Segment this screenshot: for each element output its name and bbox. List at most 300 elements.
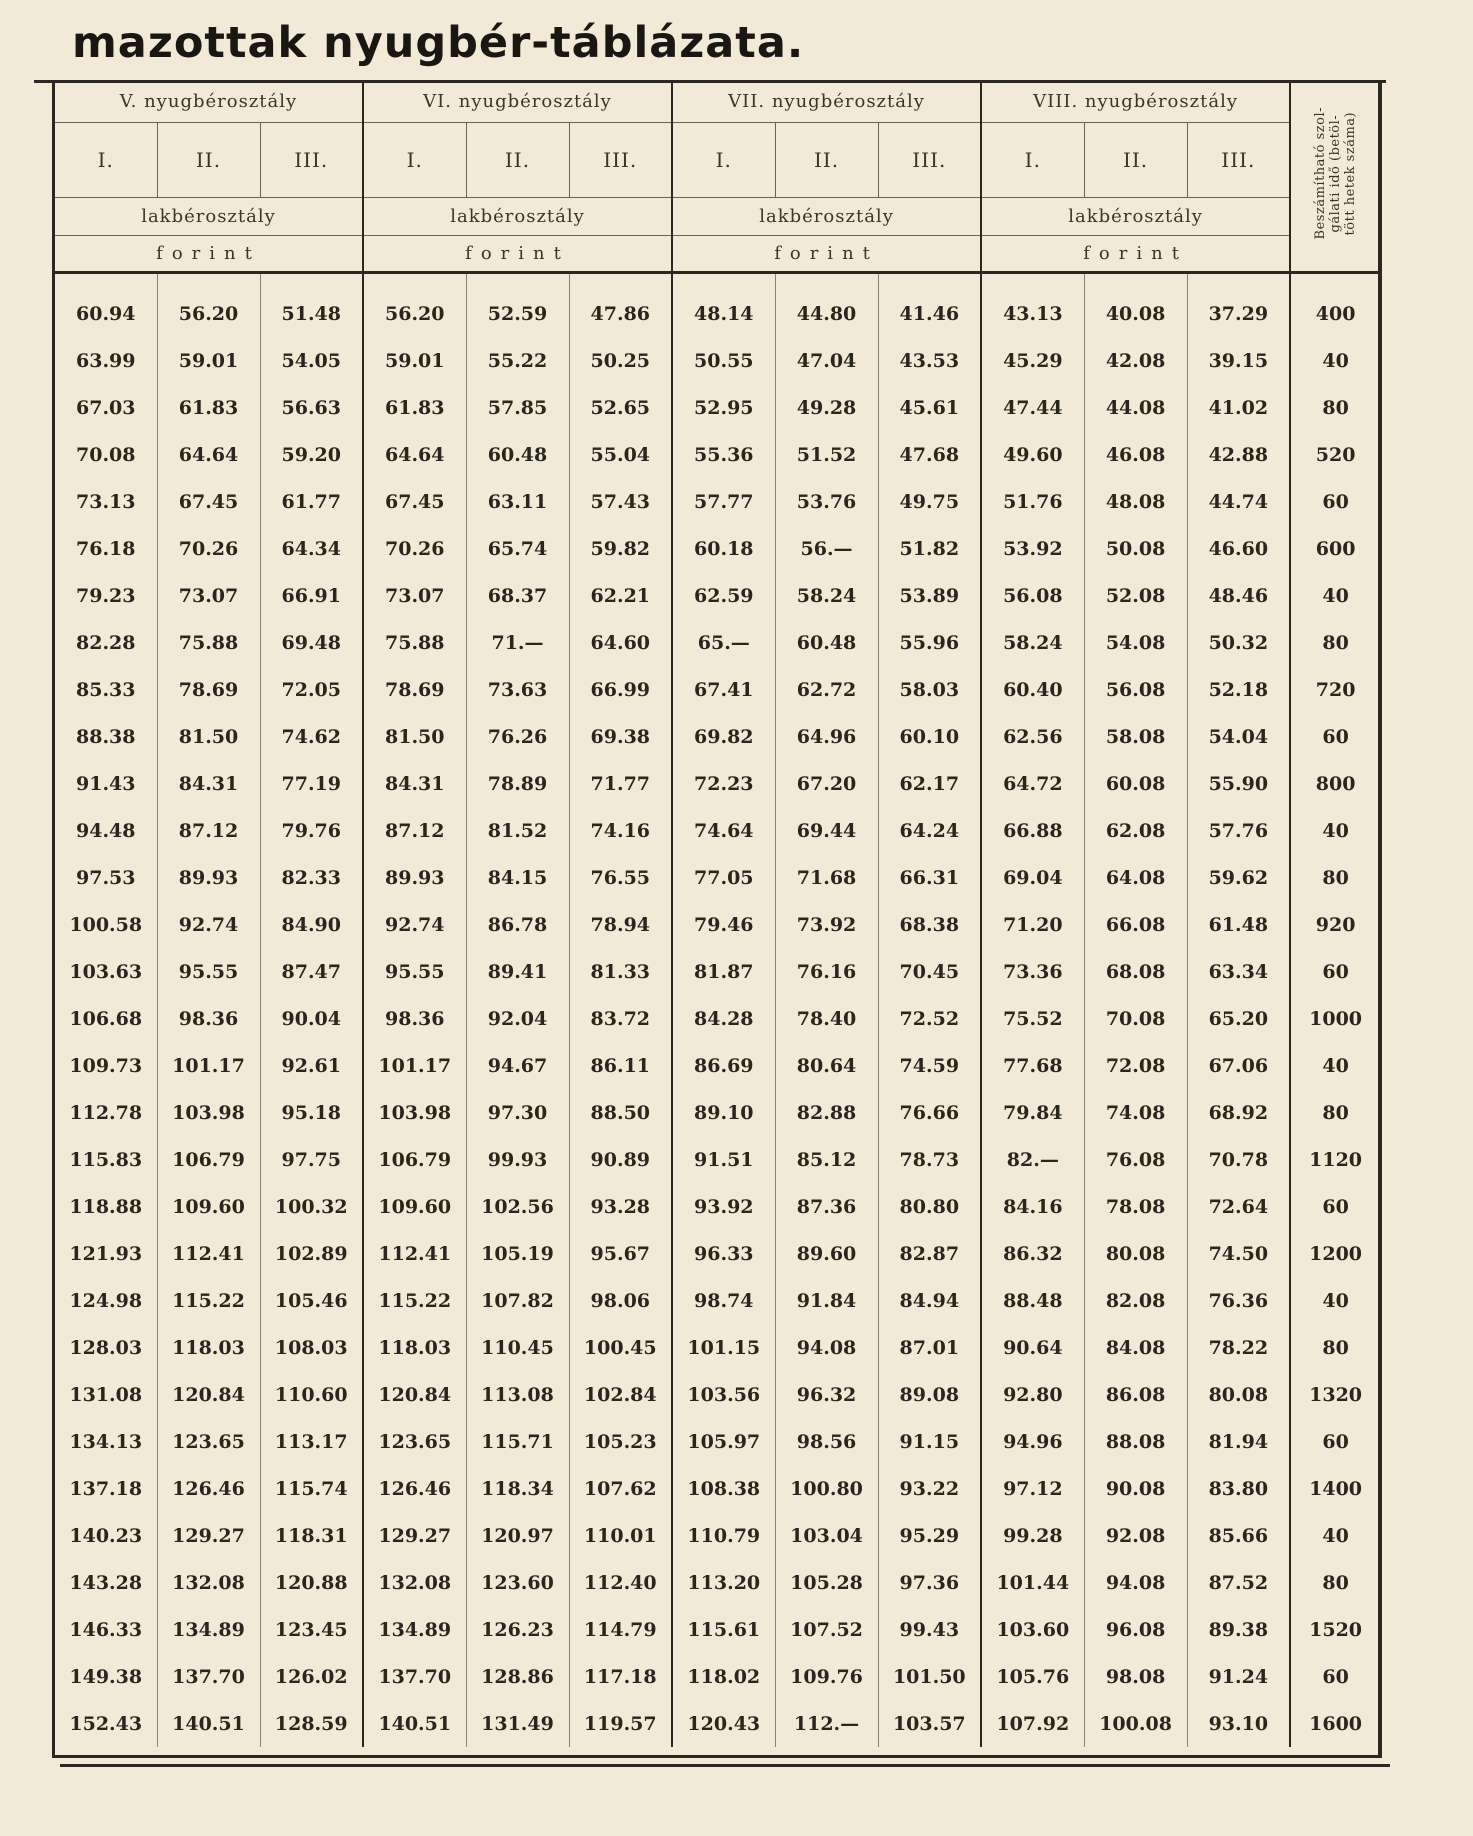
pension-value-cell: 86.08 — [1084, 1371, 1187, 1418]
pension-value-cell: 112.41 — [157, 1230, 260, 1277]
pension-value-cell: 69.48 — [260, 619, 363, 666]
service-weeks-cell: 60 — [1290, 478, 1380, 525]
pension-value-cell: 51.82 — [878, 525, 981, 572]
pension-value-cell: 46.08 — [1084, 431, 1187, 478]
pension-value-cell: 40.08 — [1084, 273, 1187, 338]
pension-value-cell: 77.68 — [981, 1042, 1084, 1089]
pension-value-cell: 70.45 — [878, 948, 981, 995]
class-header: I. — [363, 123, 466, 198]
pension-value-cell: 65.20 — [1187, 995, 1290, 1042]
pension-value-cell: 47.86 — [569, 273, 672, 338]
pension-value-cell: 110.45 — [466, 1324, 569, 1371]
currency-label: forint — [672, 236, 981, 273]
pension-value-cell: 54.05 — [260, 337, 363, 384]
currency-label: forint — [363, 236, 672, 273]
service-weeks-cell: 400 — [1290, 273, 1380, 338]
table-row — [55, 948, 1380, 995]
pension-value-cell: 134.89 — [157, 1606, 260, 1653]
pension-value-cell: 86.69 — [672, 1042, 775, 1089]
service-weeks-cell: 80 — [1290, 384, 1380, 431]
pension-value-cell: 79.76 — [260, 807, 363, 854]
pension-value-cell: 128.59 — [260, 1700, 363, 1747]
pension-value-cell: 69.82 — [672, 713, 775, 760]
pension-value-cell: 92.61 — [260, 1042, 363, 1089]
pension-value-cell: 76.66 — [878, 1089, 981, 1136]
pension-value-cell: 41.02 — [1187, 384, 1290, 431]
pension-value-cell: 78.22 — [1187, 1324, 1290, 1371]
pension-value-cell: 100.08 — [1084, 1700, 1187, 1747]
table-row — [55, 713, 1380, 760]
pension-value-cell: 132.08 — [157, 1559, 260, 1606]
service-weeks-cell: 800 — [1290, 760, 1380, 807]
pension-value-cell: 59.82 — [569, 525, 672, 572]
table-row — [55, 1465, 1380, 1512]
pension-value-cell: 66.08 — [1084, 901, 1187, 948]
pension-value-cell: 62.17 — [878, 760, 981, 807]
pension-value-cell: 134.89 — [363, 1606, 466, 1653]
service-weeks-cell: 60 — [1290, 1418, 1380, 1465]
pension-value-cell: 98.36 — [157, 995, 260, 1042]
pension-value-cell: 129.27 — [363, 1512, 466, 1559]
pension-value-cell: 89.93 — [363, 854, 466, 901]
pension-value-cell: 45.29 — [981, 337, 1084, 384]
pension-value-cell: 50.08 — [1084, 525, 1187, 572]
pension-value-cell: 69.44 — [775, 807, 878, 854]
table-row — [55, 995, 1380, 1042]
rent-class-label: lakbérosztály — [363, 198, 672, 236]
currency-label: forint — [55, 236, 363, 273]
table-row — [55, 384, 1380, 431]
pension-value-cell: 112.41 — [363, 1230, 466, 1277]
pension-value-cell: 68.92 — [1187, 1089, 1290, 1136]
class-header: I. — [981, 123, 1084, 198]
pension-value-cell: 120.84 — [363, 1371, 466, 1418]
pension-value-cell: 118.31 — [260, 1512, 363, 1559]
pension-value-cell: 76.08 — [1084, 1136, 1187, 1183]
pension-value-cell: 57.77 — [672, 478, 775, 525]
pension-value-cell: 70.26 — [363, 525, 466, 572]
pension-value-cell: 93.22 — [878, 1465, 981, 1512]
pension-value-cell: 64.24 — [878, 807, 981, 854]
pension-value-cell: 109.60 — [157, 1183, 260, 1230]
pension-value-cell: 105.76 — [981, 1653, 1084, 1700]
pension-value-cell: 68.08 — [1084, 948, 1187, 995]
pension-value-cell: 123.65 — [363, 1418, 466, 1465]
pension-value-cell: 84.94 — [878, 1277, 981, 1324]
pension-value-cell: 103.98 — [157, 1089, 260, 1136]
pension-value-cell: 92.08 — [1084, 1512, 1187, 1559]
currency-label: forint — [981, 236, 1290, 273]
pension-value-cell: 79.46 — [672, 901, 775, 948]
pension-value-cell: 56.08 — [981, 572, 1084, 619]
pension-value-cell: 115.83 — [69, 1148, 143, 1171]
pension-value-cell: 84.31 — [363, 760, 466, 807]
pension-value-cell: 81.52 — [466, 807, 569, 854]
pension-value-cell: 105.19 — [466, 1230, 569, 1277]
table-row — [55, 854, 1380, 901]
pension-value-cell: 84.31 — [157, 760, 260, 807]
pension-value-cell: 73.92 — [775, 901, 878, 948]
pension-value-cell: 82.08 — [1084, 1277, 1187, 1324]
pension-value-cell: 75.88 — [157, 619, 260, 666]
bottom-rule — [60, 1764, 1390, 1767]
pension-value-cell: 143.28 — [69, 1571, 143, 1594]
pension-value-cell: 115.22 — [157, 1277, 260, 1324]
pension-value-cell: 73.07 — [157, 572, 260, 619]
pension-value-cell: 114.79 — [569, 1606, 672, 1653]
pension-value-cell: 126.02 — [260, 1653, 363, 1700]
pension-value-cell: 56.20 — [363, 273, 466, 338]
pension-value-cell: 82.— — [981, 1136, 1084, 1183]
pension-value-cell: 49.75 — [878, 478, 981, 525]
pension-value-cell: 64.72 — [981, 760, 1084, 807]
pension-value-cell: 42.88 — [1187, 431, 1290, 478]
pension-value-cell: 96.33 — [672, 1230, 775, 1277]
pension-value-cell: 66.91 — [260, 572, 363, 619]
pension-value-cell: 64.60 — [569, 619, 672, 666]
pension-value-cell: 60.18 — [672, 525, 775, 572]
class-header: II. — [157, 123, 260, 198]
pension-value-cell: 105.46 — [260, 1277, 363, 1324]
pension-value-cell: 62.56 — [981, 713, 1084, 760]
pension-value-cell: 67.45 — [157, 478, 260, 525]
pension-value-cell: 53.92 — [981, 525, 1084, 572]
pension-value-cell: 78.40 — [775, 995, 878, 1042]
pension-value-cell: 81.50 — [157, 713, 260, 760]
pension-value-cell: 72.52 — [878, 995, 981, 1042]
pension-value-cell: 115.22 — [363, 1277, 466, 1324]
pension-value-cell: 107.92 — [981, 1700, 1084, 1747]
pension-value-cell: 97.12 — [981, 1465, 1084, 1512]
pension-value-cell: 78.69 — [363, 666, 466, 713]
pension-value-cell: 101.50 — [878, 1653, 981, 1700]
table-row — [55, 1371, 1380, 1418]
class-header: III. — [260, 123, 363, 198]
table-row — [55, 1606, 1380, 1653]
pension-value-cell: 113.08 — [466, 1371, 569, 1418]
pension-value-cell: 54.08 — [1084, 619, 1187, 666]
pension-value-cell: 89.41 — [466, 948, 569, 995]
pension-value-cell: 106.79 — [157, 1136, 260, 1183]
pension-value-cell: 102.84 — [569, 1371, 672, 1418]
pension-value-cell: 43.53 — [878, 337, 981, 384]
pension-value-cell: 70.26 — [157, 525, 260, 572]
pension-value-cell: 81.50 — [363, 713, 466, 760]
pension-value-cell: 77.19 — [260, 760, 363, 807]
pension-value-cell: 74.64 — [672, 807, 775, 854]
pension-value-cell: 110.79 — [672, 1512, 775, 1559]
service-weeks-cell: 40 — [1290, 1042, 1380, 1089]
pension-value-cell: 97.36 — [878, 1559, 981, 1606]
pension-value-cell: 106.68 — [69, 1007, 143, 1030]
pension-value-cell: 64.08 — [1084, 854, 1187, 901]
rent-class-label: lakbérosztály — [981, 198, 1290, 236]
pension-value-cell: 57.76 — [1187, 807, 1290, 854]
pension-value-cell: 126.23 — [466, 1606, 569, 1653]
pension-value-cell: 59.01 — [363, 337, 466, 384]
pension-value-cell: 53.89 — [878, 572, 981, 619]
pension-value-cell: 105.23 — [569, 1418, 672, 1465]
pension-value-cell: 105.28 — [775, 1559, 878, 1606]
pension-value-cell: 58.24 — [981, 619, 1084, 666]
pension-value-cell: 106.79 — [363, 1136, 466, 1183]
pension-value-cell: 91.24 — [1187, 1653, 1290, 1700]
pension-value-cell: 89.60 — [775, 1230, 878, 1277]
pension-value-cell: 81.94 — [1187, 1418, 1290, 1465]
pension-value-cell: 105.97 — [672, 1418, 775, 1465]
pension-value-cell: 70.78 — [1187, 1136, 1290, 1183]
pension-value-cell: 92.04 — [466, 995, 569, 1042]
pension-value-cell: 98.06 — [569, 1277, 672, 1324]
pension-value-cell: 75.88 — [363, 619, 466, 666]
pension-value-cell: 118.34 — [466, 1465, 569, 1512]
pension-value-cell: 88.48 — [981, 1277, 1084, 1324]
pension-value-cell: 49.60 — [981, 431, 1084, 478]
pension-value-cell: 76.26 — [466, 713, 569, 760]
pension-value-cell: 41.46 — [878, 273, 981, 338]
pension-value-cell: 115.61 — [672, 1606, 775, 1653]
pension-value-cell: 78.94 — [569, 901, 672, 948]
pension-value-cell: 98.56 — [775, 1418, 878, 1465]
pension-value-cell: 63.99 — [76, 349, 136, 372]
pension-value-cell: 72.64 — [1187, 1183, 1290, 1230]
pension-value-cell: 137.70 — [157, 1653, 260, 1700]
pension-value-cell: 76.18 — [76, 537, 136, 560]
pension-value-cell: 120.43 — [672, 1700, 775, 1747]
pension-value-cell: 55.22 — [466, 337, 569, 384]
pension-value-cell: 44.74 — [1187, 478, 1290, 525]
pension-value-cell: 110.01 — [569, 1512, 672, 1559]
table-row — [55, 666, 1380, 713]
pension-value-cell: 63.34 — [1187, 948, 1290, 995]
table-row — [55, 1089, 1380, 1136]
pension-table — [55, 80, 1380, 1747]
pension-value-cell: 137.70 — [363, 1653, 466, 1700]
pension-value-cell: 117.18 — [569, 1653, 672, 1700]
pension-value-cell: 62.59 — [672, 572, 775, 619]
pension-value-cell: 60.48 — [466, 431, 569, 478]
pension-value-cell: 85.66 — [1187, 1512, 1290, 1559]
pension-value-cell: 131.49 — [466, 1700, 569, 1747]
table-row — [55, 431, 1380, 478]
pension-value-cell: 90.04 — [260, 995, 363, 1042]
service-weeks-cell: 920 — [1290, 901, 1380, 948]
pension-value-cell: 70.08 — [76, 443, 136, 466]
pension-value-cell: 95.18 — [260, 1089, 363, 1136]
pension-value-cell: 93.28 — [569, 1183, 672, 1230]
service-weeks-cell: 1120 — [1290, 1136, 1380, 1183]
pension-value-cell: 67.41 — [672, 666, 775, 713]
pension-value-cell: 108.38 — [672, 1465, 775, 1512]
group-header-viii: VIII. nyugbérosztály — [981, 80, 1290, 123]
pension-value-cell: 108.03 — [260, 1324, 363, 1371]
service-weeks-cell: 1400 — [1290, 1465, 1380, 1512]
class-header: III. — [569, 123, 672, 198]
pension-value-cell: 129.27 — [157, 1512, 260, 1559]
pension-value-cell: 118.03 — [363, 1324, 466, 1371]
pension-value-cell: 58.08 — [1084, 713, 1187, 760]
pension-value-cell: 110.60 — [260, 1371, 363, 1418]
pension-value-cell: 99.43 — [878, 1606, 981, 1653]
class-header: III. — [878, 123, 981, 198]
pension-value-cell: 61.83 — [363, 384, 466, 431]
pension-value-cell: 81.33 — [569, 948, 672, 995]
pension-value-cell: 78.73 — [878, 1136, 981, 1183]
pension-value-cell: 80.80 — [878, 1183, 981, 1230]
pension-value-cell: 90.89 — [569, 1136, 672, 1183]
pension-value-cell: 89.10 — [672, 1089, 775, 1136]
table-row — [55, 337, 1380, 384]
pension-value-cell: 85.33 — [76, 678, 136, 701]
pension-value-cell: 84.08 — [1084, 1324, 1187, 1371]
pension-value-cell: 55.04 — [569, 431, 672, 478]
pension-value-cell: 69.04 — [981, 854, 1084, 901]
pension-value-cell: 71.68 — [775, 854, 878, 901]
pension-value-cell: 72.05 — [260, 666, 363, 713]
pension-value-cell: 92.80 — [981, 1371, 1084, 1418]
pension-value-cell: 61.77 — [260, 478, 363, 525]
pension-value-cell: 109.60 — [363, 1183, 466, 1230]
service-weeks-cell: 40 — [1290, 1512, 1380, 1559]
table-row — [55, 1418, 1380, 1465]
pension-value-cell: 83.80 — [1187, 1465, 1290, 1512]
pension-value-cell: 86.11 — [569, 1042, 672, 1089]
pension-value-cell: 54.04 — [1187, 713, 1290, 760]
service-weeks-cell: 80 — [1290, 619, 1380, 666]
pension-value-cell: 77.05 — [672, 854, 775, 901]
pension-value-cell: 91.84 — [775, 1277, 878, 1324]
pension-value-cell: 56.20 — [157, 273, 260, 338]
pension-value-cell: 118.02 — [672, 1653, 775, 1700]
pension-value-cell: 53.76 — [775, 478, 878, 525]
pension-value-cell: 94.08 — [775, 1324, 878, 1371]
pension-value-cell: 61.83 — [157, 384, 260, 431]
pension-value-cell: 119.57 — [569, 1700, 672, 1747]
pension-value-cell: 64.96 — [775, 713, 878, 760]
pension-value-cell: 74.08 — [1084, 1089, 1187, 1136]
pension-value-cell: 56.— — [775, 525, 878, 572]
pension-value-cell: 98.08 — [1084, 1653, 1187, 1700]
pension-value-cell: 100.80 — [775, 1465, 878, 1512]
pension-value-cell: 82.87 — [878, 1230, 981, 1277]
pension-value-cell: 60.48 — [775, 619, 878, 666]
pension-value-cell: 68.37 — [466, 572, 569, 619]
pension-value-cell: 72.08 — [1084, 1042, 1187, 1089]
pension-value-cell: 86.78 — [466, 901, 569, 948]
pension-value-cell: 51.48 — [260, 273, 363, 338]
rent-class-label: lakbérosztály — [672, 198, 981, 236]
class-header: II. — [1084, 123, 1187, 198]
pension-value-cell: 89.38 — [1187, 1606, 1290, 1653]
pension-value-cell: 44.08 — [1084, 384, 1187, 431]
pension-value-cell: 67.06 — [1187, 1042, 1290, 1089]
pension-value-cell: 87.52 — [1187, 1559, 1290, 1606]
pension-value-cell: 84.90 — [260, 901, 363, 948]
pension-value-cell: 59.20 — [260, 431, 363, 478]
service-weeks-cell: 60 — [1290, 1653, 1380, 1700]
pension-value-cell: 56.63 — [260, 384, 363, 431]
pension-value-cell: 84.28 — [672, 995, 775, 1042]
service-weeks-cell: 60 — [1290, 713, 1380, 760]
pension-value-cell: 87.12 — [157, 807, 260, 854]
pension-value-cell: 47.68 — [878, 431, 981, 478]
pension-value-cell: 42.08 — [1084, 337, 1187, 384]
pension-value-cell: 94.96 — [981, 1418, 1084, 1465]
table-row — [55, 1512, 1380, 1559]
pension-value-cell: 58.03 — [878, 666, 981, 713]
pension-value-cell: 146.33 — [69, 1618, 143, 1641]
service-weeks-cell: 1320 — [1290, 1371, 1380, 1418]
pension-value-cell: 44.80 — [775, 273, 878, 338]
pension-value-cell: 86.32 — [981, 1230, 1084, 1277]
rent-class-label: lakbérosztály — [55, 198, 363, 236]
pension-value-cell: 59.62 — [1187, 854, 1290, 901]
pension-value-cell: 78.89 — [466, 760, 569, 807]
table-row — [55, 1559, 1380, 1606]
class-header: II. — [466, 123, 569, 198]
pension-value-cell: 62.72 — [775, 666, 878, 713]
pension-value-cell: 62.08 — [1084, 807, 1187, 854]
pension-value-cell: 74.62 — [260, 713, 363, 760]
service-weeks-cell: 600 — [1290, 525, 1380, 572]
pension-value-cell: 123.60 — [466, 1559, 569, 1606]
pension-value-cell: 99.28 — [981, 1512, 1084, 1559]
pension-value-cell: 87.12 — [363, 807, 466, 854]
pension-value-cell: 140.51 — [363, 1700, 466, 1747]
pension-value-cell: 120.88 — [260, 1559, 363, 1606]
pension-value-cell: 48.14 — [672, 273, 775, 338]
pension-value-cell: 61.48 — [1187, 901, 1290, 948]
pension-value-cell: 83.72 — [569, 995, 672, 1042]
pension-value-cell: 101.17 — [363, 1042, 466, 1089]
pension-value-cell: 52.08 — [1084, 572, 1187, 619]
pension-value-cell: 66.31 — [878, 854, 981, 901]
pension-value-cell: 82.28 — [76, 631, 136, 654]
pension-value-cell: 88.50 — [569, 1089, 672, 1136]
pension-value-cell: 95.55 — [363, 948, 466, 995]
pension-value-cell: 93.10 — [1187, 1700, 1290, 1747]
pension-value-cell: 112.40 — [569, 1559, 672, 1606]
pension-value-cell: 94.08 — [1084, 1559, 1187, 1606]
pension-value-cell: 58.24 — [775, 572, 878, 619]
table-row — [55, 1136, 1380, 1183]
pension-value-cell: 103.04 — [775, 1512, 878, 1559]
pension-value-cell: 50.55 — [672, 337, 775, 384]
pension-value-cell: 60.94 — [76, 302, 136, 325]
pension-value-cell: 95.55 — [157, 948, 260, 995]
class-header: I. — [672, 123, 775, 198]
pension-value-cell: 103.63 — [69, 960, 143, 983]
pension-value-cell: 37.29 — [1187, 273, 1290, 338]
pension-value-cell: 57.43 — [569, 478, 672, 525]
table-row — [55, 273, 1380, 338]
pension-value-cell: 52.18 — [1187, 666, 1290, 713]
pension-value-cell: 73.63 — [466, 666, 569, 713]
pension-value-cell: 132.08 — [363, 1559, 466, 1606]
class-header: II. — [775, 123, 878, 198]
pension-value-cell: 103.60 — [981, 1606, 1084, 1653]
table-header — [55, 80, 1380, 273]
pension-value-cell: 66.88 — [981, 807, 1084, 854]
service-weeks-header-text: Beszámítható szol- gálati idő (betöl- tött hetek száma) — [1313, 106, 1359, 240]
pension-value-cell: 131.08 — [69, 1383, 143, 1406]
pension-value-cell: 65.— — [672, 619, 775, 666]
pension-value-cell: 78.08 — [1084, 1183, 1187, 1230]
table-row — [55, 1183, 1380, 1230]
pension-value-cell: 55.36 — [672, 431, 775, 478]
pension-value-cell: 101.44 — [981, 1559, 1084, 1606]
pension-value-cell: 149.38 — [69, 1665, 143, 1688]
